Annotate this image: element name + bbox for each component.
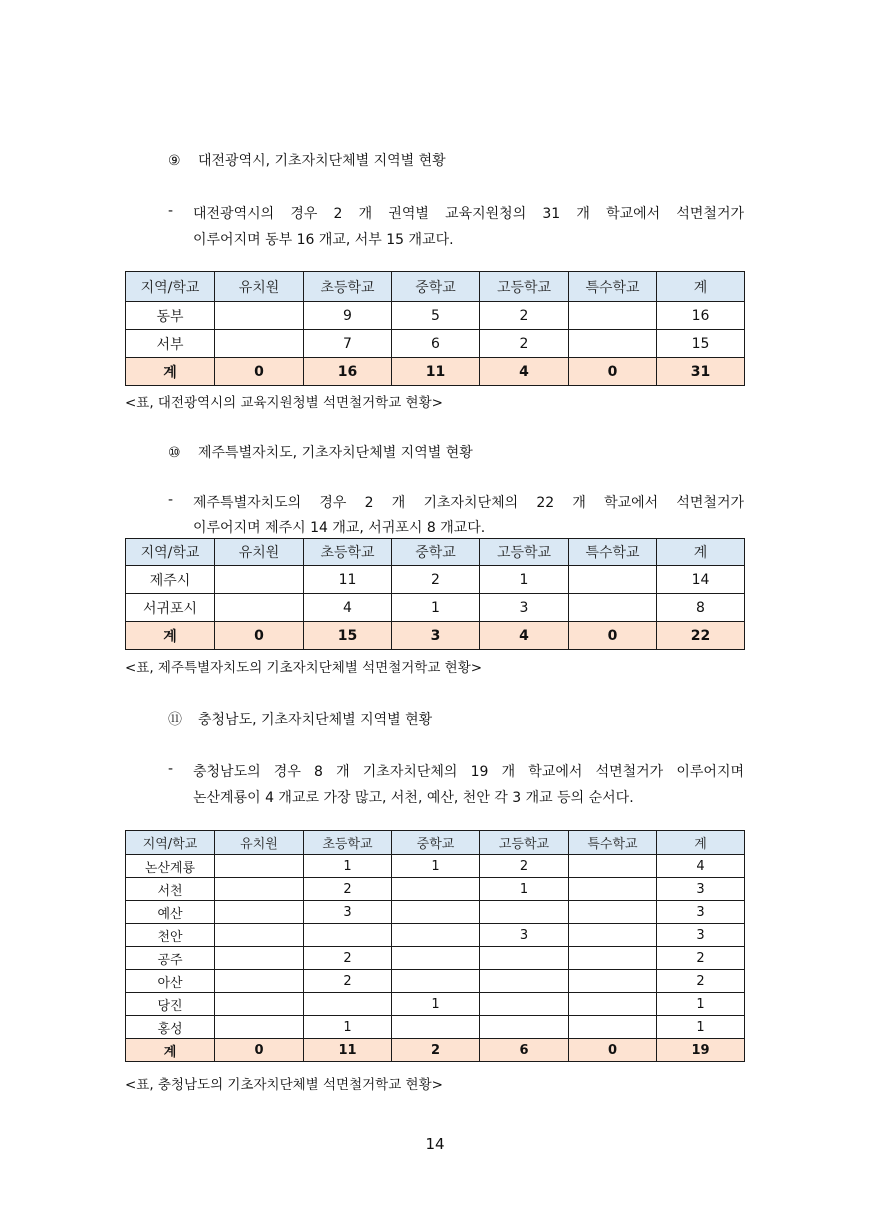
table-cell: 7 [304, 330, 392, 358]
table-row [126, 993, 745, 1016]
section-heading [168, 442, 473, 462]
table-cell: 2 [480, 330, 569, 358]
table-cell [215, 878, 304, 901]
section-number: ⑩ [168, 445, 181, 461]
total-cell: 0 [215, 358, 304, 386]
table-cell [215, 566, 304, 594]
table-cell [304, 924, 392, 947]
table-cell [569, 302, 657, 330]
total-cell: 19 [657, 1039, 745, 1062]
section-title: 충청남도, 기초자치단체별 지역별 현황 [198, 712, 433, 728]
table-cell [392, 924, 480, 947]
table-cell [569, 855, 657, 878]
column-header: 초등학교 [304, 272, 392, 302]
column-header: 지역/학교 [126, 539, 215, 566]
table-row [126, 878, 745, 901]
body-line: 논산계룡이 4 개교로 가장 많고, 서천, 예산, 천안 각 3 개교 등의 순서다. [193, 790, 634, 806]
table-row [126, 947, 745, 970]
total-cell: 4 [480, 622, 569, 650]
row-label: 서천 [126, 878, 215, 901]
table-cell [392, 1016, 480, 1039]
row-label: 논산계룡 [126, 855, 215, 878]
column-header: 지역/학교 [126, 831, 215, 855]
table-cell: 3 [480, 594, 569, 622]
row-label: 아산 [126, 970, 215, 993]
table-cell [392, 970, 480, 993]
table-row [126, 302, 745, 330]
page-number: 14 [425, 1135, 445, 1153]
table-cell [569, 878, 657, 901]
table-cell [480, 901, 569, 924]
table-cell: 2 [657, 970, 745, 993]
row-label: 당진 [126, 993, 215, 1016]
column-header: 계 [657, 539, 745, 566]
total-cell: 11 [304, 1039, 392, 1062]
column-header: 특수학교 [569, 831, 657, 855]
section-number: ⑨ [168, 153, 181, 169]
column-header: 고등학교 [480, 272, 569, 302]
table-cell: 1 [304, 1016, 392, 1039]
table-row [126, 330, 745, 358]
column-header: 지역/학교 [126, 272, 215, 302]
column-header: 초등학교 [304, 539, 392, 566]
total-cell: 4 [480, 358, 569, 386]
table-cell [569, 1016, 657, 1039]
row-label: 공주 [126, 947, 215, 970]
total-row [126, 358, 745, 386]
column-header: 초등학교 [304, 831, 392, 855]
table-cell [569, 993, 657, 1016]
row-label: 홍성 [126, 1016, 215, 1039]
total-cell: 15 [304, 622, 392, 650]
table-cell: 9 [304, 302, 392, 330]
table-cell [215, 924, 304, 947]
table-cell: 2 [304, 947, 392, 970]
table-cell: 2 [480, 855, 569, 878]
total-cell: 16 [304, 358, 392, 386]
section-body: - 충청남도의 경우 8 개 기초자치단체의 19 개 학교에서 석면철거가 이루어지며 논산계룡이 4 개교로 가장 많고, 서천, 예산, 천안 각 3 개교 등의 순서다. [168, 761, 744, 806]
table-header-row [126, 272, 745, 302]
row-label: 서귀포시 [126, 594, 215, 622]
table-cell: 3 [657, 924, 745, 947]
total-cell: 11 [392, 358, 480, 386]
body-line: 이루어지며 동부 16 개교, 서부 15 개교다. [193, 232, 454, 248]
column-header: 계 [657, 272, 745, 302]
section-body: - 대전광역시의 경우 2 개 권역별 교육지원청의 31 개 학교에서 석면철거가 이루어지며 동부 16 개교, 서부 15 개교다. [168, 203, 744, 248]
data-table [125, 830, 745, 1062]
table-cell: 15 [657, 330, 745, 358]
table-row [126, 1016, 745, 1039]
column-header: 고등학교 [480, 539, 569, 566]
total-cell: 3 [392, 622, 480, 650]
table-cell [392, 878, 480, 901]
table-cell: 3 [304, 901, 392, 924]
table-header-row [126, 831, 745, 855]
table-cell: 4 [657, 855, 745, 878]
table-cell: 1 [304, 855, 392, 878]
row-label: 예산 [126, 901, 215, 924]
table-cell: 1 [480, 566, 569, 594]
table-cell [569, 947, 657, 970]
table-cell [215, 330, 304, 358]
table-cell [392, 947, 480, 970]
column-header: 특수학교 [569, 272, 657, 302]
total-cell: 0 [215, 1039, 304, 1062]
table-cell: 8 [657, 594, 745, 622]
table-header-row [126, 539, 745, 566]
total-cell: 6 [480, 1039, 569, 1062]
table-cell [569, 330, 657, 358]
body-line: 이루어지며 제주시 14 개교, 서귀포시 8 개교다. [193, 520, 486, 536]
table-row [126, 566, 745, 594]
row-label: 천안 [126, 924, 215, 947]
row-label: 서부 [126, 330, 215, 358]
table-cell: 2 [392, 566, 480, 594]
table-cell: 1 [392, 855, 480, 878]
table-cell [480, 993, 569, 1016]
table-row [126, 970, 745, 993]
section-body: - 제주특별자치도의 경우 2 개 기초자치단체의 22 개 학교에서 석면철거가 이루어지며 제주시 14 개교, 서귀포시 8 개교다. [168, 492, 744, 536]
table-cell [215, 947, 304, 970]
table-cell [480, 970, 569, 993]
row-label: 동부 [126, 302, 215, 330]
table-row [126, 924, 745, 947]
table-caption: <표, 대전광역시의 교육지원청별 석면철거학교 현황> [125, 395, 443, 411]
total-label: 계 [126, 1039, 215, 1062]
table-cell [215, 993, 304, 1016]
table-cell: 16 [657, 302, 745, 330]
table-cell [569, 594, 657, 622]
table-row [126, 855, 745, 878]
body-line: 대전광역시의 경우 2 개 권역별 교육지원청의 31 개 학교에서 석면철거가 [193, 206, 744, 222]
table-cell: 1 [657, 993, 745, 1016]
column-header: 고등학교 [480, 831, 569, 855]
table-cell: 1 [392, 594, 480, 622]
table-cell: 1 [392, 993, 480, 1016]
table-cell [215, 1016, 304, 1039]
table-cell [215, 302, 304, 330]
column-header: 중학교 [392, 539, 480, 566]
table-cell [215, 594, 304, 622]
section-heading [168, 709, 432, 729]
section-title: 제주특별자치도, 기초자치단체별 지역별 현황 [198, 445, 473, 461]
table-cell [480, 1016, 569, 1039]
table-cell: 14 [657, 566, 745, 594]
table-cell: 2 [304, 878, 392, 901]
data-table [125, 271, 745, 386]
total-cell: 0 [215, 622, 304, 650]
column-header: 유치원 [215, 272, 304, 302]
body-line: 제주특별자치도의 경우 2 개 기초자치단체의 22 개 학교에서 석면철거가 [193, 495, 744, 511]
total-row [126, 622, 745, 650]
table-cell: 1 [480, 878, 569, 901]
total-cell: 22 [657, 622, 745, 650]
table-caption: <표, 충청남도의 기초자치단체별 석면철거학교 현황> [125, 1077, 443, 1093]
total-cell: 31 [657, 358, 745, 386]
total-cell: 0 [569, 622, 657, 650]
total-row [126, 1039, 745, 1062]
table-row [126, 594, 745, 622]
total-label: 계 [126, 358, 215, 386]
column-header: 유치원 [215, 539, 304, 566]
table-cell [304, 993, 392, 1016]
column-header: 특수학교 [569, 539, 657, 566]
column-header: 중학교 [392, 831, 480, 855]
section-number: ⑪ [168, 712, 182, 728]
total-cell: 0 [569, 358, 657, 386]
section-heading [168, 150, 446, 170]
column-header: 유치원 [215, 831, 304, 855]
total-label: 계 [126, 622, 215, 650]
table-cell [392, 901, 480, 924]
table-row [126, 901, 745, 924]
row-label: 제주시 [126, 566, 215, 594]
table-cell: 1 [657, 1016, 745, 1039]
table-cell: 3 [657, 878, 745, 901]
table-cell [569, 924, 657, 947]
table-cell: 3 [480, 924, 569, 947]
column-header: 중학교 [392, 272, 480, 302]
table-cell: 5 [392, 302, 480, 330]
table-cell [215, 970, 304, 993]
table-cell [215, 855, 304, 878]
table-caption: <표, 제주특별자치도의 기초자치단체별 석면철거학교 현황> [125, 660, 483, 676]
table-cell [569, 566, 657, 594]
table-cell: 2 [480, 302, 569, 330]
data-table [125, 538, 745, 650]
body-line: 충청남도의 경우 8 개 기초자치단체의 19 개 학교에서 석면철거가 이루어지며 [193, 764, 744, 780]
table-cell [215, 901, 304, 924]
table-cell: 11 [304, 566, 392, 594]
total-cell: 2 [392, 1039, 480, 1062]
total-cell: 0 [569, 1039, 657, 1062]
table-cell [569, 970, 657, 993]
table-cell: 2 [657, 947, 745, 970]
section-title: 대전광역시, 기초자치단체별 지역별 현황 [198, 153, 446, 169]
table-cell: 2 [304, 970, 392, 993]
table-cell: 6 [392, 330, 480, 358]
table-cell [480, 947, 569, 970]
table-cell: 3 [657, 901, 745, 924]
column-header: 계 [657, 831, 745, 855]
table-cell [569, 901, 657, 924]
table-cell: 4 [304, 594, 392, 622]
